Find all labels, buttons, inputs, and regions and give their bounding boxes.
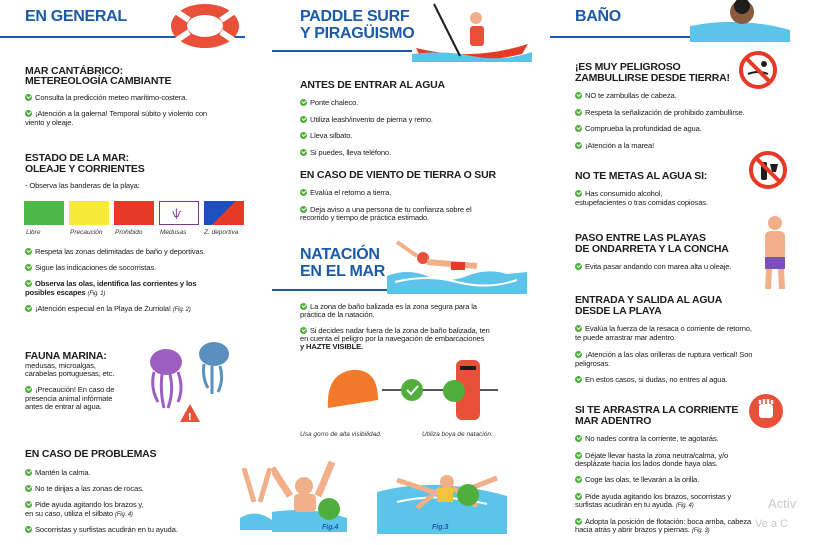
bullet: Si puedes, lleva teléfono.	[300, 148, 391, 157]
bullet: No te dirijas a las zonas de rocas.	[25, 484, 144, 493]
flag-label: Z. deportiva	[204, 229, 239, 236]
bullet: Consulta la predicción meteo marítimo-costera.	[25, 93, 187, 102]
heading-entrada: ENTRADA Y SALIDA AL AGUA	[575, 294, 723, 306]
bullet: Deja aviso a una persona de tu confianza sobre el	[300, 205, 472, 214]
heading-paso: PASO ENTRE LAS PLAYAS	[575, 232, 706, 244]
flag-jellyfish	[159, 201, 199, 225]
column-paddle	[272, 0, 550, 545]
bullet-cont: y HAZTE VISIBLE.	[300, 342, 363, 351]
divider	[550, 36, 690, 38]
bullet: ¡Atención a la marea!	[575, 141, 654, 150]
bullet-cont: en su caso, utiliza el silbato (Fig. 4)	[25, 509, 133, 518]
column-en-general	[0, 0, 272, 545]
figure-label: Fig.4	[322, 524, 339, 531]
no-alcohol-icon	[748, 150, 788, 190]
bullet: Evalúa el retorno a tierra.	[300, 188, 391, 197]
flag-label: Medusas	[160, 229, 187, 236]
section-title-natacion-2: EN EL MAR	[300, 263, 386, 280]
section-title-paddle: PADDLE SURF	[300, 8, 410, 25]
no-diving-icon	[738, 50, 778, 90]
bullet: Respeta la señalización de prohibido zambullirse.	[575, 108, 744, 117]
heading-arrastra-2: MAR ADENTRO	[575, 415, 652, 427]
section-title-en-general: EN GENERAL	[25, 8, 127, 25]
flag-label: Precaución	[70, 229, 103, 236]
heading-nometas: NO TE METAS AL AGUA SI:	[575, 170, 708, 182]
swimmer-head-illustration	[690, 0, 790, 42]
bullet: ¡Atención a la galerna! Temporal súbito y violento con	[25, 109, 207, 118]
bullet: Mantén la calma.	[25, 468, 90, 477]
bullet: ¡Atención especial en la Playa de Zurriola! (Fig. 2)	[25, 304, 191, 315]
bullet-cont: recorrido y tiempo de práctica estimado.	[300, 213, 430, 222]
svg-text:!: !	[187, 412, 193, 422]
bullet-cont: hacia atrás y abrir brazos y piernas. (Fig. 3)	[575, 525, 710, 534]
bullet: Socorristas y surfistas acudirán en tu ayuda.	[25, 525, 178, 534]
heading-peligro: ¡ES MUY PELIGROSO	[575, 61, 681, 73]
bullet: Déjate llevar hasta la zona neutra/calma, y/o	[575, 451, 728, 460]
bullet: Lleva silbato.	[300, 131, 352, 140]
bullet-cont: posibles escapes (Fig. 1)	[25, 288, 106, 297]
bullet: Observa las olas, identifica las corrientes y los	[25, 279, 196, 288]
bullet-cont: en cuenta el peligro por la navegación de embarcaciones	[300, 334, 485, 343]
heading-fauna: FAUNA MARINA:	[25, 350, 107, 362]
figure-label: Fig.3	[432, 524, 449, 531]
heading-paso-2: DE ONDARRETA Y LA CONCHA	[575, 243, 729, 255]
heading-peligro-2: ZAMBULLIRSE DESDE TIERRA!	[575, 72, 730, 84]
waving-swimmer-illustration	[240, 468, 272, 530]
bullet: La zona de baño balizada es la zona segura para la	[300, 302, 477, 311]
bullet: Evalúa la fuerza de la resaca o corriente de retorno,	[575, 324, 752, 333]
caption: Usa gorro de alta visibilidad.	[300, 431, 382, 438]
bullet: Sigue las indicaciones de socorristas.	[25, 263, 156, 272]
section-title-natacion: NATACIÓN	[300, 246, 380, 263]
section-title-paddle-2: Y PIRAGÜISMO	[300, 25, 415, 42]
hand-stop-icon	[747, 392, 785, 430]
bullet-cont: surfistas acudirán en tu ayuda. (Fig. 4)	[575, 500, 694, 509]
flag-yellow	[69, 201, 109, 225]
bullet: No nades contra la corriente, te agotarás.	[575, 434, 718, 443]
bullet-cont: te puede arrastrar mar adentro.	[575, 333, 676, 342]
bullet: Ponte chaleco.	[300, 98, 358, 107]
divider	[272, 289, 387, 291]
section-title-bano: BAÑO	[575, 8, 621, 25]
bullet-cont: desplázate hacia los lados donde haya olas.	[575, 459, 718, 468]
jellyfish-icon	[142, 338, 242, 422]
bullet: Utiliza leash/invento de pierna y remo.	[300, 115, 433, 124]
divider	[272, 50, 412, 52]
flags-intro: - Observa las banderas de la playa:	[25, 181, 140, 190]
bullet-cont: presencia animal infórmate	[25, 394, 113, 403]
bullet: Si decides nadar fuera de la zona de baño balizada, ten	[300, 326, 490, 335]
heading-problemas: EN CASO DE PROBLEMAS	[25, 448, 157, 460]
bullet-cont: viento y oleaje.	[25, 118, 74, 127]
bullet: Evita pasar andando con marea alta u oleaje.	[575, 262, 731, 271]
heading-estado: ESTADO DE LA MAR:	[25, 152, 129, 164]
flag-label: Libre	[26, 229, 41, 236]
bullet: Has consumido alcohol,	[575, 189, 662, 198]
bullet: Pide ayuda agitando los brazos y,	[25, 500, 143, 509]
flag-sport-zone	[204, 201, 244, 225]
bullet: Coge las olas, te llevarán a la orilla.	[575, 475, 699, 484]
heading-entrada-2: DESDE LA PLAYA	[575, 305, 662, 317]
flag-label: Prohibido	[115, 229, 143, 236]
bullet: Pide ayuda agitando los brazos, socorristas y	[575, 492, 731, 501]
activation-watermark-2: Ve a C	[755, 518, 789, 530]
check-icon	[318, 498, 340, 520]
swimmer-illustration	[387, 238, 527, 294]
bullet-cont: práctica de la natación.	[300, 310, 375, 319]
heading-viento: EN CASO DE VIENTO DE TIERRA O SUR	[300, 169, 496, 181]
fauna-text: carabelas portuguesas, etc.	[25, 369, 115, 378]
activation-watermark: Activ	[768, 496, 797, 511]
fauna-text: medusas, microalgas,	[25, 361, 96, 370]
bullet: Adopta la posición de flotación: boca arriba, cabeza	[575, 517, 751, 526]
bullet: Respeta las zonas delimitadas de baño y deportivas.	[25, 247, 205, 256]
bullet-cont: antes de entrar al agua.	[25, 402, 102, 411]
waving-person-illustration	[272, 456, 347, 532]
heading-mar-2: METEREOLOGÍA CAMBIANTE	[25, 75, 172, 87]
flag-green	[24, 201, 64, 225]
cap-and-buoy-illustration	[322, 360, 522, 425]
bullet: NO te zambullas de cabeza.	[575, 91, 677, 100]
bullet: En estos casos, si dudas, no entres al agua.	[575, 375, 727, 384]
caption: Utiliza boya de natación.	[422, 431, 493, 438]
column-bano	[550, 0, 813, 545]
standing-man-illustration	[755, 215, 795, 291]
heading-estado-2: OLEAJE Y CORRIENTES	[25, 163, 145, 175]
heading-arrastra: SI TE ARRASTRA LA CORRIENTE	[575, 404, 739, 416]
bullet: ¡Atención a las olas orilleras de ruptura vertical! Son	[575, 350, 752, 359]
bullet-cont: estupefacientes o tras comidas copiosas.	[575, 198, 708, 207]
bullet-cont: peligrosas.	[575, 359, 611, 368]
bullet: Comprueba la profundidad de agua.	[575, 124, 702, 133]
bullet: ¡Precaución! En caso de	[25, 385, 114, 394]
flag-red	[114, 201, 154, 225]
kayak-illustration	[412, 0, 532, 62]
lifebuoy-icon	[165, 0, 243, 52]
heading-mar: MAR CANTÁBRICO:	[25, 65, 123, 77]
check-icon	[457, 484, 479, 506]
check-icon	[443, 380, 465, 402]
svg-text:ѱ: ѱ	[172, 207, 182, 220]
heading-antes: ANTES DE ENTRAR AL AGUA	[300, 79, 445, 91]
